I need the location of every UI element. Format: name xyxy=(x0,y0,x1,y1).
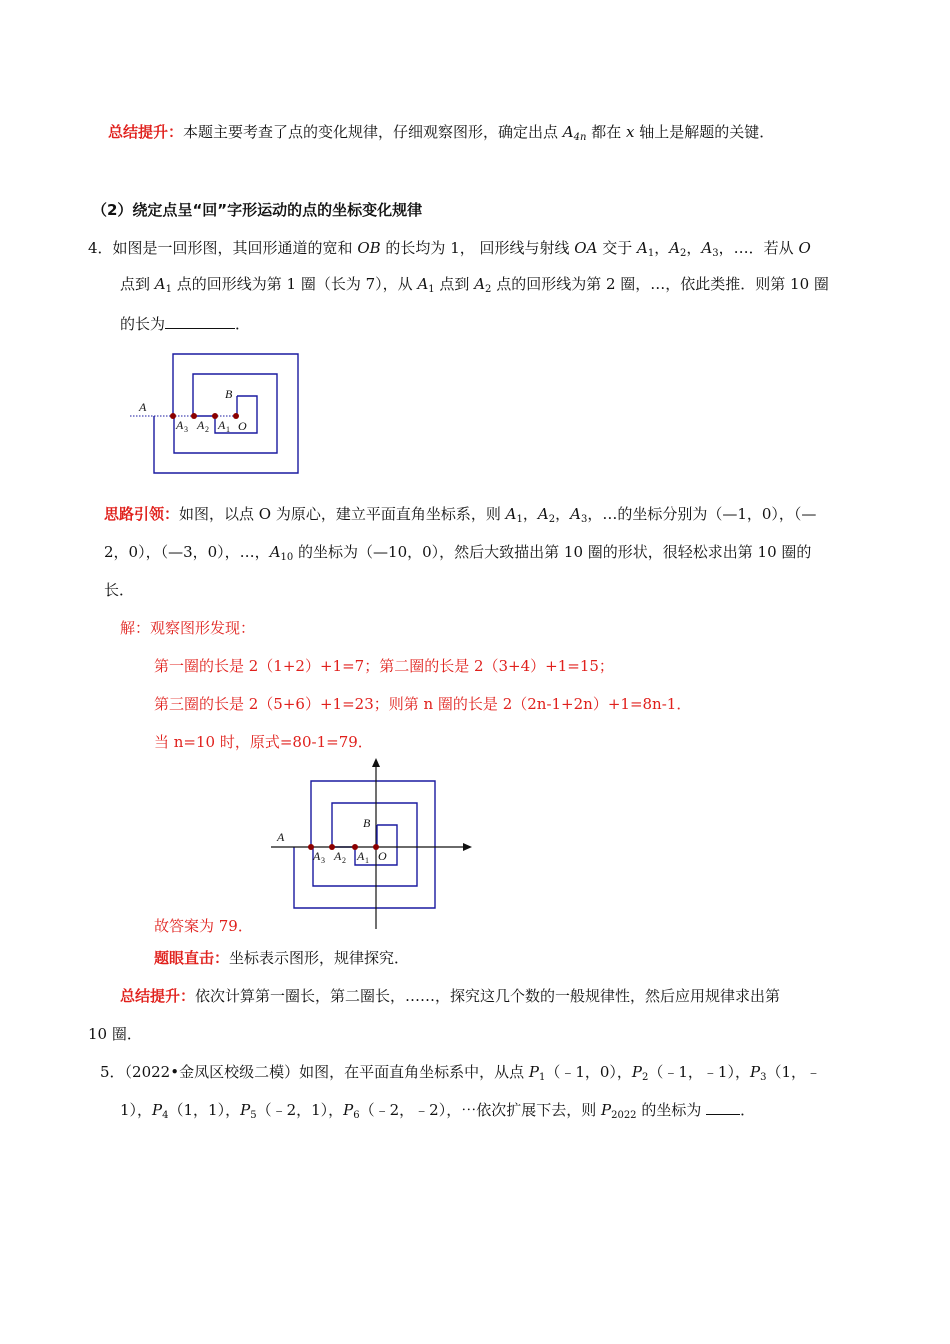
text: 的长为 xyxy=(120,315,166,333)
sub: 3 xyxy=(760,1072,767,1083)
label-a2-sub: 2 xyxy=(342,856,346,865)
spiral-path xyxy=(154,354,298,473)
sub: 10 xyxy=(280,552,294,563)
sep: ， xyxy=(522,505,538,523)
problem-4-line-3 xyxy=(120,314,250,334)
text: 的长均为 1， 回形线与射线 xyxy=(380,239,575,257)
var-p: P xyxy=(152,1101,163,1119)
var-p: P xyxy=(631,1063,642,1081)
sub: 6 xyxy=(353,1110,360,1121)
eye-text: 坐标表示图形，规律探究． xyxy=(229,949,410,967)
label-a3: A xyxy=(313,849,321,863)
var-a: A xyxy=(636,239,648,257)
section-heading: （2）绕定点呈“回”字形运动的点的坐标变化规律 xyxy=(92,201,423,219)
label-a: A xyxy=(139,400,147,414)
var-p: P xyxy=(240,1101,251,1119)
sub: 1 xyxy=(165,284,172,295)
summary-text-b: 都在 xyxy=(586,123,626,141)
text: （﹣2，1）， xyxy=(256,1101,344,1119)
label-a2: A xyxy=(334,849,342,863)
problem-5-line-2 xyxy=(120,1100,755,1120)
var-a: A xyxy=(269,543,281,561)
var-a: A xyxy=(505,505,517,523)
text: 1）， xyxy=(120,1101,153,1119)
sub: 1 xyxy=(516,514,523,525)
label-a2-sub: 2 xyxy=(205,425,209,434)
sub: 4 xyxy=(162,1110,169,1121)
var-a: A xyxy=(417,275,429,293)
text: 交于 xyxy=(597,239,637,257)
sub: 2022 xyxy=(611,1110,637,1121)
solution-line-1: 解：观察图形发现： xyxy=(120,619,256,637)
text: （1，1）， xyxy=(168,1101,241,1119)
problem-4-line-1 xyxy=(88,238,811,258)
label-a3-sub: 3 xyxy=(184,425,188,434)
sub: 5 xyxy=(250,1110,257,1121)
label-o: O xyxy=(378,849,387,863)
eye-label: 题眼直击： xyxy=(154,949,230,967)
problem-4-line-2 xyxy=(120,274,829,294)
y-axis-arrow xyxy=(372,758,380,767)
spiral-axes-figure xyxy=(265,755,480,935)
label-a1-sub: 1 xyxy=(226,425,230,434)
text: 的坐标为 xyxy=(636,1101,707,1119)
text: ，…的坐标分别为（—1，0），（— xyxy=(587,505,817,523)
sub: 2 xyxy=(485,284,492,295)
text: ． xyxy=(235,315,251,333)
text: 点到 xyxy=(120,275,155,293)
sub: 2 xyxy=(642,1072,649,1083)
solution-line-4: 当 n=10 时，原式=80-1=79． xyxy=(154,733,373,751)
text: 点到 xyxy=(434,275,475,293)
text: （﹣1，0）， xyxy=(545,1063,632,1081)
text: 2，0），（—3，0），…， xyxy=(104,543,270,561)
var-ob: OB xyxy=(357,239,381,257)
point-var: A xyxy=(562,123,574,141)
text: ． xyxy=(740,1101,756,1119)
summary-1 xyxy=(108,122,774,142)
label-b: B xyxy=(225,387,233,401)
text: 的坐标为（—10，0），然后大致描出第 10 圈的形状，很轻松求出第 10 圈的 xyxy=(293,543,812,561)
spiral-figure xyxy=(125,350,310,485)
problem-5-line-1 xyxy=(100,1062,821,1082)
axis-var: x xyxy=(626,123,635,141)
sub: 1 xyxy=(538,1072,546,1083)
label-a: A xyxy=(277,830,285,844)
hint-line-1 xyxy=(104,504,816,524)
summary-label: 总结提升： xyxy=(108,123,184,141)
answer-line: 故答案为 79． xyxy=(154,917,253,935)
var-o: O xyxy=(798,239,811,257)
sub: 3 xyxy=(580,514,588,525)
label-a3-sub: 3 xyxy=(321,856,325,865)
hint-line-3: 长． xyxy=(104,581,135,599)
var-p: P xyxy=(343,1101,354,1119)
text: 如图，以点 O 为原心，建立平面直角坐标系，则 xyxy=(179,505,506,523)
answer-blank xyxy=(165,314,235,329)
var-a: A xyxy=(537,505,549,523)
sep: ， xyxy=(686,239,702,257)
solution-line-2: 第一圈的长是 2（1+2）+1=7；第二圈的长是 2（3+4）+1=15； xyxy=(154,657,614,675)
text: （﹣2，﹣2），⋯依次扩展下去，则 xyxy=(359,1101,601,1119)
summary-2-line-1 xyxy=(120,986,780,1006)
text: 如图是一回形图，其回形通道的宽和 xyxy=(112,239,358,257)
text: （1，﹣ xyxy=(766,1063,821,1081)
var-oa: OA xyxy=(574,239,598,257)
text: 点的回形线为第 1 圈（长为 7），从 xyxy=(172,275,418,293)
summary-text-a: 本题主要考查了点的变化规律，仔细观察图形，确定出点 xyxy=(183,123,563,141)
var-a: A xyxy=(154,275,166,293)
var-p: P xyxy=(749,1063,761,1081)
sub: 1 xyxy=(647,248,655,259)
summary-label: 总结提升： xyxy=(120,987,196,1005)
sub: 3 xyxy=(712,248,719,259)
var-a: A xyxy=(474,275,486,293)
sep: ， xyxy=(654,239,670,257)
answer-blank xyxy=(706,1100,740,1115)
problem-number: 5． xyxy=(100,1063,125,1081)
label-a1: A xyxy=(218,418,226,432)
var-a: A xyxy=(701,239,713,257)
sep: ， xyxy=(555,505,571,523)
point-sub: 4n xyxy=(573,132,587,143)
text: （﹣1，﹣1）， xyxy=(648,1063,750,1081)
var-p: P xyxy=(601,1101,612,1119)
label-a3: A xyxy=(176,418,184,432)
solution-line-3: 第三圈的长是 2（5+6）+1=23；则第 n 圈的长是 2（2n-1+2n）+1=8n-1． xyxy=(154,695,692,713)
problem-number: 4． xyxy=(88,239,113,257)
summary-text-c: 轴上是解题的关键． xyxy=(634,123,775,141)
hint-line-2 xyxy=(104,542,811,562)
hint-label: 思路引领： xyxy=(104,505,180,523)
var-p: P xyxy=(528,1063,539,1081)
label-a1: A xyxy=(357,849,365,863)
spiral-path xyxy=(294,781,435,908)
text: （2022•金凤区校级二模）如图，在平面直角坐标系中，从点 xyxy=(124,1063,529,1081)
sub: 1 xyxy=(428,284,435,295)
summary-2-line-2: 10 圈． xyxy=(88,1025,142,1043)
var-a: A xyxy=(669,239,681,257)
label-b: B xyxy=(363,816,371,830)
x-axis-arrow xyxy=(463,843,472,851)
eye-line xyxy=(154,948,409,968)
label-a2: A xyxy=(197,418,205,432)
text: 点的回形线为第 2 圈，…，依此类推．则第 10 圈 xyxy=(491,275,829,293)
sub: 2 xyxy=(548,514,556,525)
sub: 2 xyxy=(680,248,687,259)
var-a: A xyxy=(570,505,581,523)
summary-text: 依次计算第一圈长，第二圈长，……，探究这几个数的一般规律性，然后应用规律求出第 xyxy=(195,987,781,1005)
text: ，…．若从 xyxy=(718,239,799,257)
label-a1-sub: 1 xyxy=(365,856,369,865)
label-o: O xyxy=(238,419,247,433)
